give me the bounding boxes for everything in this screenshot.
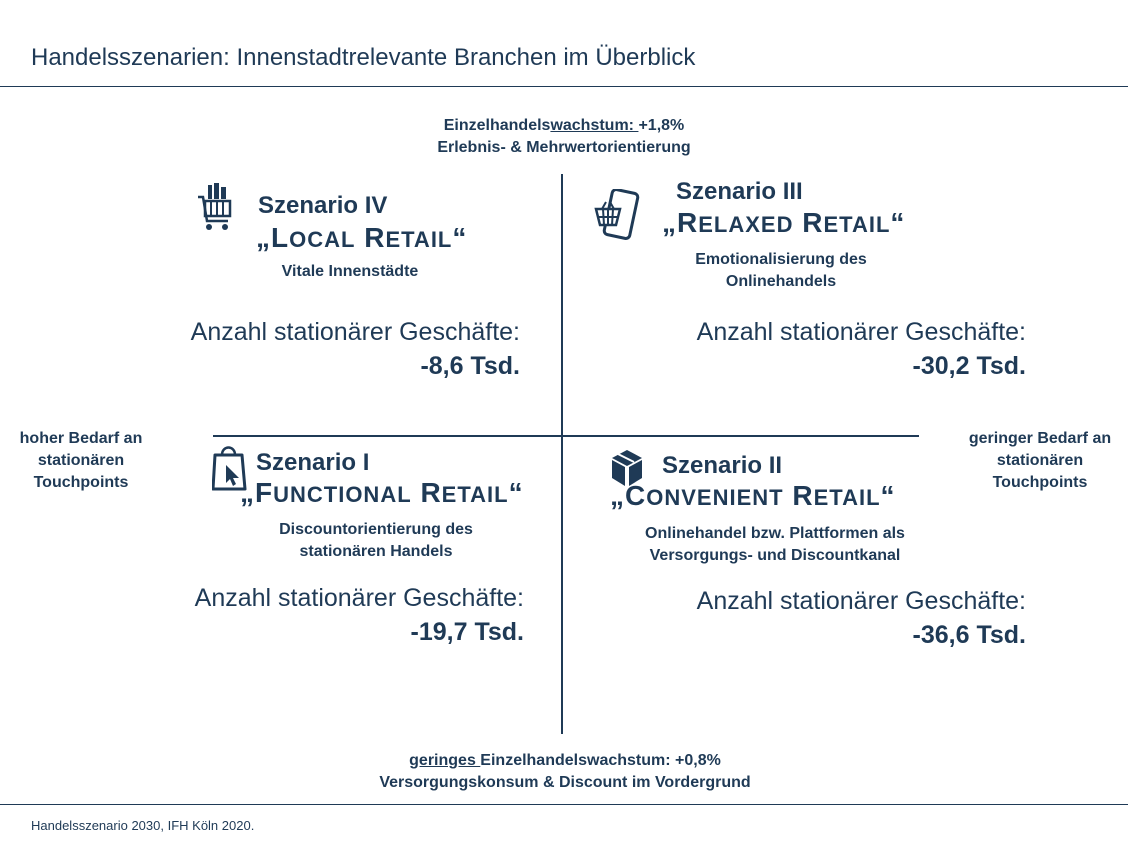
scenario-ii-subtitle: [610, 523, 940, 567]
name-rest: OCAL: [289, 227, 356, 252]
name-rest: ETAIL: [823, 212, 891, 237]
scenario-ii-count-label: Anzahl stationärer Geschäfte:: [696, 587, 1026, 615]
scenario-iv-count-label: Anzahl stationärer Geschäfte:: [190, 318, 520, 346]
scenario-iv-subtitle: [230, 261, 470, 283]
name-cap: R: [420, 477, 442, 508]
name-rest: ETAIL: [813, 485, 881, 510]
name-cap: F: [255, 477, 274, 508]
scenario-i-name: [240, 477, 524, 509]
scenario-ii-count: -36,6 Tsd.: [912, 621, 1026, 649]
shopping-cart-city-icon: [196, 183, 234, 233]
axis-right-label: [950, 428, 1128, 494]
axis-bottom-line2: Versorgungskonsum & Discount im Vordergrund: [379, 774, 751, 791]
name-cap: R: [364, 222, 386, 253]
scenario-iv-label: Szenario IV: [258, 192, 388, 219]
name-cap: R: [802, 207, 824, 238]
footer-divider: [0, 804, 1128, 805]
scenario-iv-name: [256, 222, 467, 254]
scenario-iv-count: -8,6 Tsd.: [420, 352, 520, 380]
vertical-axis: [561, 174, 563, 734]
scenario-iii-name: [662, 207, 905, 239]
axis-bottom-underlined: geringes: [409, 752, 481, 769]
mobile-shopping-basket-icon: [594, 189, 640, 243]
axis-top-prefix: Einzelhandels: [443, 117, 551, 134]
title-divider: [0, 86, 1128, 87]
quote-close: “: [880, 480, 896, 511]
subtitle-line: stationären Handels: [299, 543, 453, 560]
name-rest: ETAIL: [441, 482, 509, 507]
name-cap: R: [677, 207, 699, 238]
axis-left-line: Touchpoints: [33, 474, 129, 491]
quote-close: “: [452, 222, 468, 253]
name-rest: ONVENIENT: [646, 485, 784, 510]
subtitle-line: Emotionalisierung des: [695, 251, 867, 268]
axis-left-line: hoher Bedarf an: [19, 430, 143, 447]
scenario-i-count: -19,7 Tsd.: [410, 618, 524, 646]
axis-bottom-label: [300, 750, 830, 794]
axis-bottom-suffix: Einzelhandelswachstum: +0,8%: [480, 752, 721, 769]
quote-open: „: [240, 477, 255, 508]
quote-open: „: [662, 207, 677, 238]
name-rest: UNCTIONAL: [273, 482, 412, 507]
name-cap: C: [625, 480, 647, 511]
footer-source: Handelsszenario 2030, IFH Köln 2020.: [31, 818, 255, 833]
axis-right-line: stationären: [996, 452, 1084, 469]
axis-right-line: geringer Bedarf an: [968, 430, 1112, 447]
name-rest: ELAXED: [698, 212, 794, 237]
name-cap: R: [792, 480, 814, 511]
scenario-i-count-label: Anzahl stationärer Geschäfte:: [194, 584, 524, 612]
axis-top-underlined: wachstum:: [550, 117, 639, 134]
scenario-iii-count-label: Anzahl stationärer Geschäfte:: [696, 318, 1026, 346]
subtitle-line: Vitale Innenstädte: [281, 263, 419, 280]
subtitle-line: Onlinehandels: [725, 273, 837, 290]
scenario-i-subtitle: [245, 519, 507, 563]
subtitle-line: Versorgungs- und Discountkanal: [649, 547, 901, 564]
scenario-iii-count: -30,2 Tsd.: [912, 352, 1026, 380]
axis-top-label: [364, 115, 764, 159]
axis-top-suffix: +1,8%: [638, 117, 685, 134]
subtitle-line: Onlinehandel bzw. Plattformen als: [645, 525, 905, 542]
horizontal-axis: [213, 435, 919, 437]
axis-left-line: stationären: [37, 452, 125, 469]
axis-right-line: Touchpoints: [992, 474, 1088, 491]
scenario-iii-label: Szenario III: [676, 178, 803, 205]
name-cap: L: [271, 222, 290, 253]
scenario-iii-subtitle: [650, 249, 912, 293]
scenario-i-label: Szenario I: [256, 449, 370, 476]
page-title: Handelsszenarien: Innenstadtrelevante Branchen im Überblick: [31, 44, 696, 71]
axis-top-line2: Erlebnis- & Mehrwertorientierung: [437, 139, 691, 156]
quote-open: „: [610, 480, 625, 511]
quote-open: „: [256, 222, 271, 253]
axis-left-label: [0, 428, 162, 494]
quote-close: “: [508, 477, 524, 508]
subtitle-line: Discountorientierung des: [279, 521, 473, 538]
quote-close: “: [890, 207, 906, 238]
scenario-ii-label: Szenario II: [662, 452, 783, 479]
scenario-ii-name: [610, 480, 896, 512]
name-rest: ETAIL: [385, 227, 453, 252]
